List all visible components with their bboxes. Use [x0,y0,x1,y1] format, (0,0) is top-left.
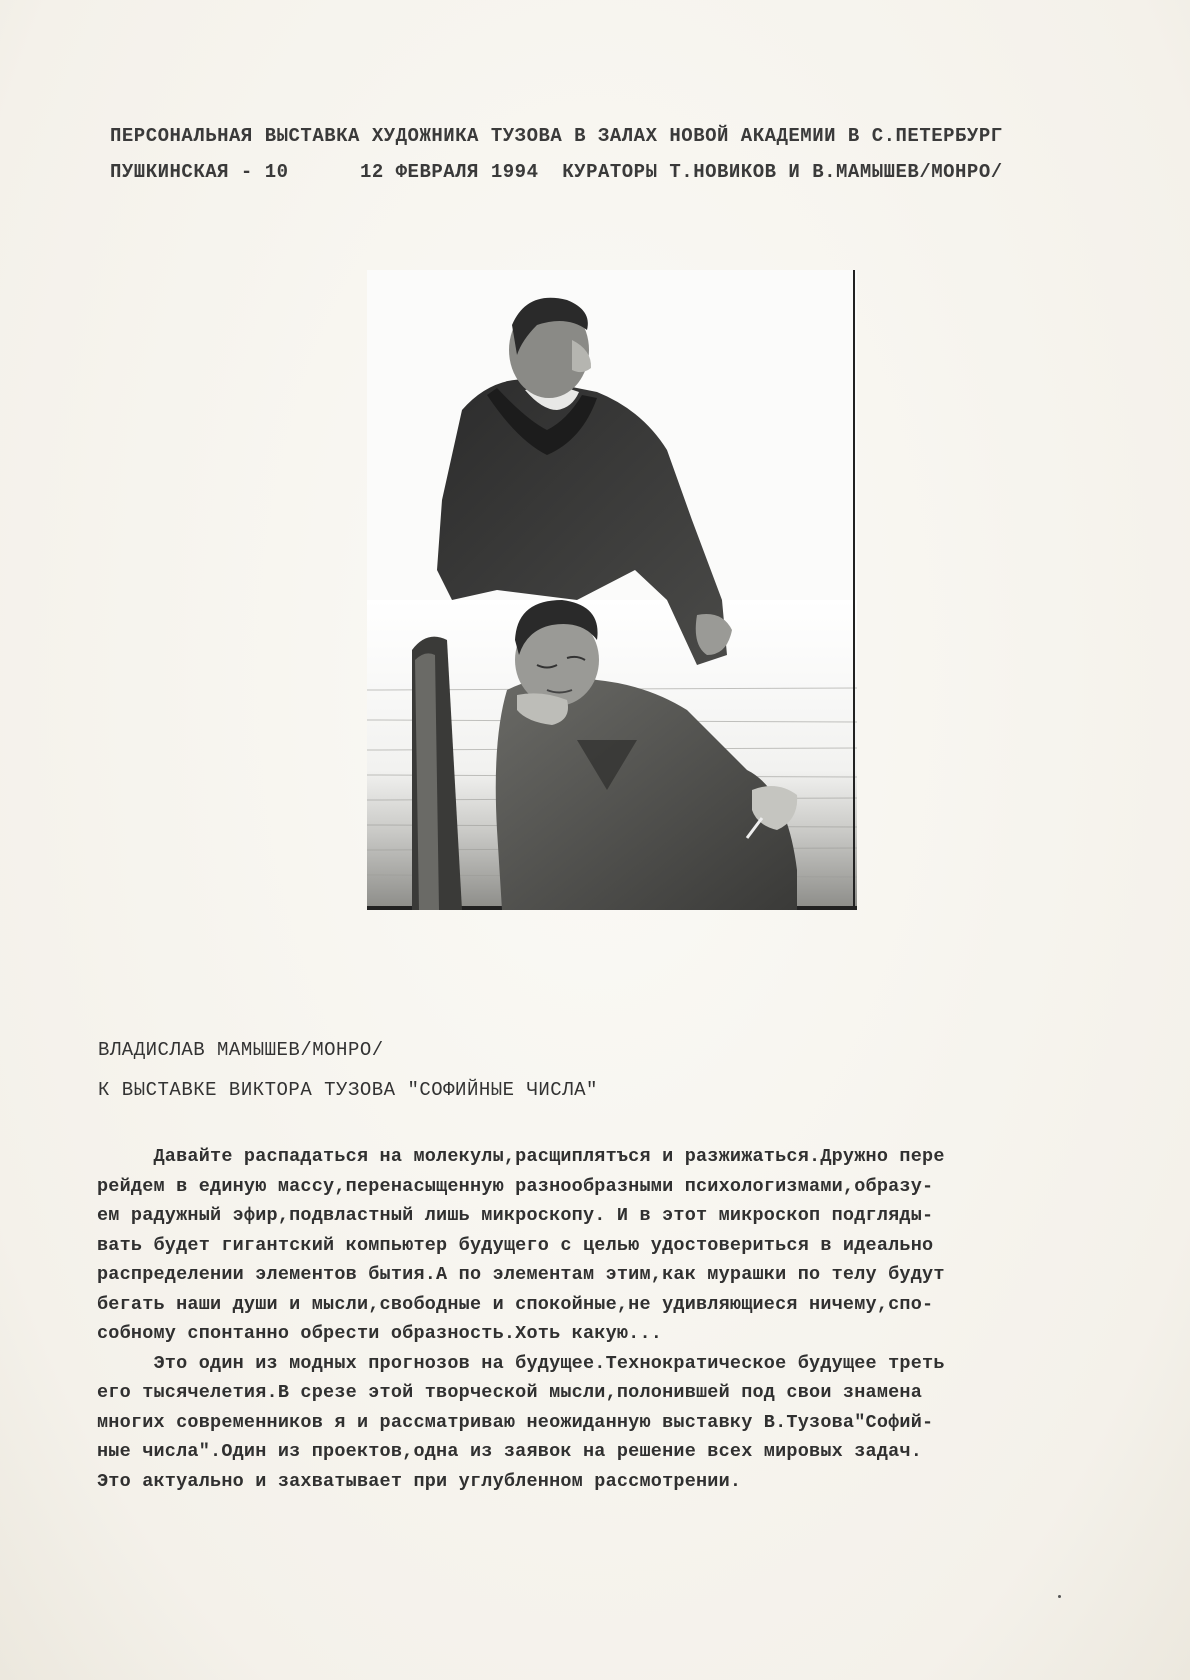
body-line: бегать наши души и мысли,свободные и спокойные,не удивляющиеся ничему,спо- [97,1293,934,1315]
body-line: Это один из модных прогнозов на будущее.Технократическое будущее треть [97,1352,945,1374]
body-line: ные числа".Один из проектов,одна из заявок на решение всех мировых задач. [97,1441,923,1462]
author-name: ВЛАДИСЛАВ МАМЫШЕВ/МОНРО/ [98,1039,384,1061]
portrait-photo [367,270,857,910]
body-line: Это актуально и захватывает при углубленном рассмотрении. [97,1470,742,1492]
exhibition-header [110,118,1130,190]
header-line-2: ПУШКИНСКАЯ - 10 12 ФЕВРАЛЯ 1994 КУРАТОРЫ Т.НОВИКОВ И В.МАМЫШЕВ/МОНРО/ [110,161,1003,183]
body-line: многих современников я и рассматриваю неожиданную выставку В.Тузова"Софий- [97,1411,934,1433]
article-body [97,1142,1097,1496]
body-line: распределении элементов бытия.А по элементам этим,как мурашки по телу будут [97,1264,945,1285]
body-line: собному спонтанно обрести образность.Хоть какую... [97,1323,663,1344]
body-line: ем радужный эфир,подвластный лишь микроскопу. И в этот микроскоп подгляды- [97,1205,934,1226]
header-line-1: ПЕРСОНАЛЬНАЯ ВЫСТАВКА ХУДОЖНИКА ТУЗОВА В ЗАЛАХ НОВОЙ АКАДЕМИИ В С.ПЕТЕРБУРГ [110,125,1003,147]
article-byline [98,1030,998,1110]
body-line: Давайте распадаться на молекулы,расщиплятъся и разжижаться.Дружно пере [97,1146,945,1167]
body-line: рейдем в единую массу,перенасыщенную разнообразными психологизмами,образу- [97,1175,934,1197]
body-line: вать будет гигантский компьютер будущего с целью удостовериться в идеально [97,1234,934,1256]
speck-mark [1058,1595,1061,1598]
photo-of-two-men-icon [367,270,857,910]
article-title: К ВЫСТАВКЕ ВИКТОРА ТУЗОВА "СОФИЙНЫЕ ЧИСЛА" [98,1079,598,1101]
body-line: его тысячелетия.В срезе этой творческой мысли,полонившей под свои знамена [97,1382,923,1403]
